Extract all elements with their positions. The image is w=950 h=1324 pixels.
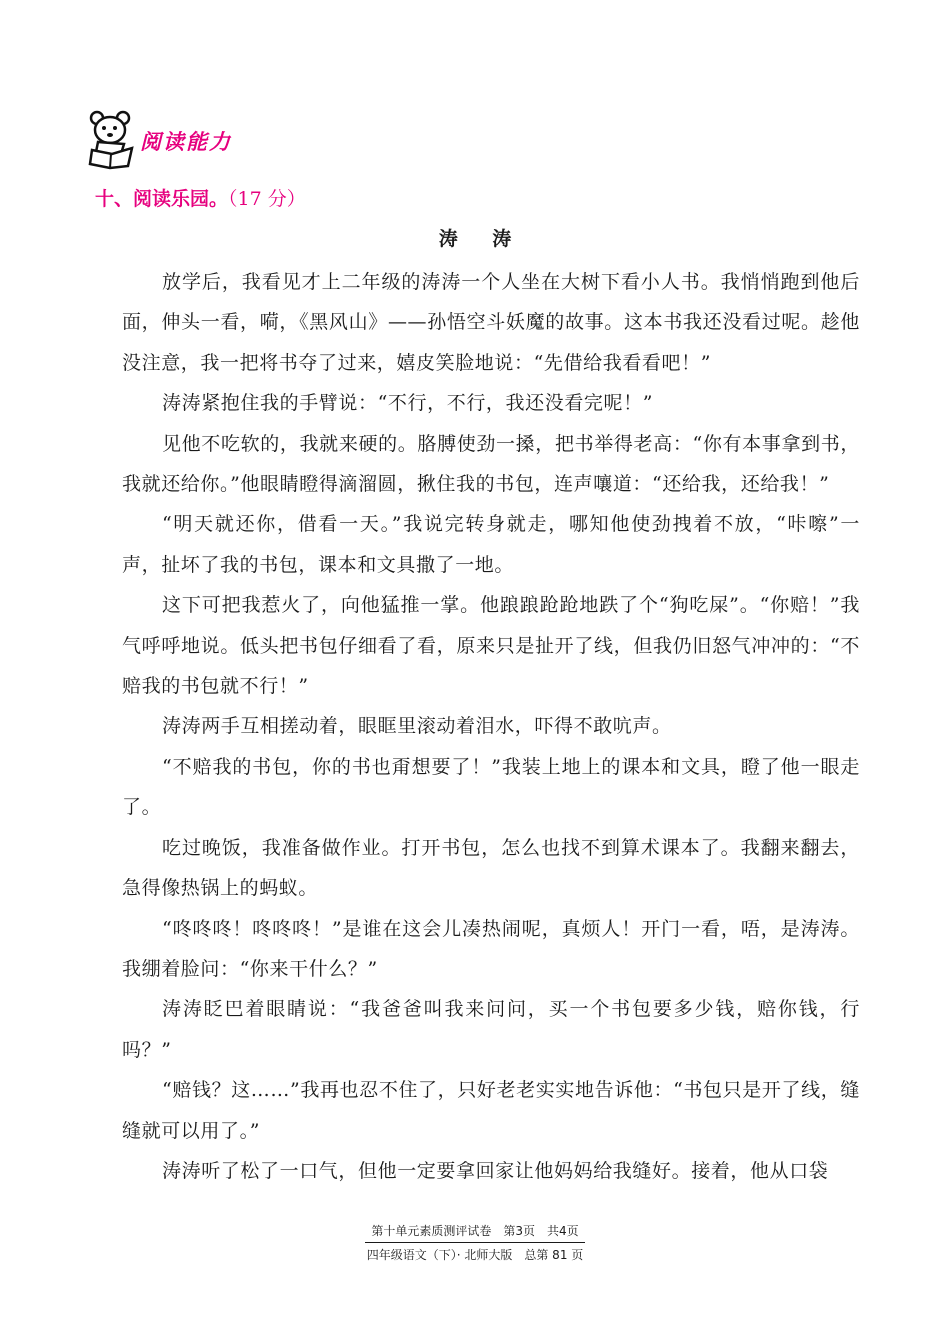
paragraph: 放学后，我看见才上二年级的涛涛一个人坐在大树下看小人书。我悄悄跑到他后面，伸头一看，嗬，《黑风山》——孙悟空斗妖魔的故事。这本书我还没看过呢。趁他没注意，我一把将书夺了过来，嬉皮笑脸地说：“先借给我看看吧！” <box>122 271 860 374</box>
story-title: 涛 涛 <box>438 228 526 250</box>
page-footer <box>0 1222 950 1263</box>
paragraph: “赔钱？这……”我再也忍不住了，只好老老实实地告诉他：“书包只是开了线，缝缝就可以用了。” <box>122 1079 860 1142</box>
paragraph: “不赔我的书包，你的书也甭想要了！”我装上地上的课本和文具，瞪了他一眼走了。 <box>122 755 860 819</box>
section-heading <box>95 184 306 211</box>
paragraph: 涛涛眨巴着眼睛说：“我爸爸叫我来问问，买一个书包要多少钱，赔你钱，行吗？” <box>122 998 860 1061</box>
paragraph: “明天就还你，借看一天。”我说完转身就走，哪知他使劲拽着不放，“咔嚓”一声，扯坏了我的书包，课本和文具撒了一地。 <box>122 513 860 576</box>
bear-reading-icon <box>88 106 140 170</box>
paragraph: 涛涛听了松了一口气，但他一定要拿回家让他妈妈给我缝好。接着，他从口袋 <box>162 1159 829 1182</box>
footer-exam-info: 第十单元素质测评试卷 第3页 共4页 <box>365 1222 584 1243</box>
section-heading-text: 十、阅读乐园。 <box>95 188 229 210</box>
section-badge <box>88 106 248 170</box>
paragraph: 涛涛两手互相搓动着，眼眶里滚动着泪水，吓得不敢吭声。 <box>162 715 672 738</box>
paragraph: 这下可把我惹火了，向他猛推一掌。他踉踉跄跄地跌了个“狗吃屎”。“你赔！”我气呼呼地说。低头把书包仔细看了看，原来只是扯开了线，但我仍旧怒气冲冲的：“不赔我的书包就不行！” <box>122 594 860 698</box>
footer-book-info: 四年级语文（下）· 北师大版 总第 81 页 <box>366 1248 584 1262</box>
paragraph: 吃过晚饭，我准备做作业。打开书包，怎么也找不到算术课本了。我翻来翻去，急得像热锅上的蚂蚁。 <box>122 836 860 900</box>
paragraph: “咚咚咚！咚咚咚！”是谁在这会儿凑热闹呢，真烦人！开门一看，唔，是涛涛。我绷着脸问：“你来干什么？” <box>122 917 860 980</box>
section-score: （17 分） <box>228 188 306 210</box>
badge-title: 阅读能力 <box>140 130 232 154</box>
story-body <box>122 262 860 1191</box>
paragraph: 见他不吃软的，我就来硬的。胳膊使劲一搡，把书举得老高：“你有本事拿到书，我就还给你。”他眼睛瞪得滴溜圆，揪住我的书包，连声嚷道：“还给我，还给我！” <box>122 432 860 496</box>
paragraph: 涛涛紧抱住我的手臂说：“不行，不行，我还没看完呢！” <box>162 392 654 415</box>
